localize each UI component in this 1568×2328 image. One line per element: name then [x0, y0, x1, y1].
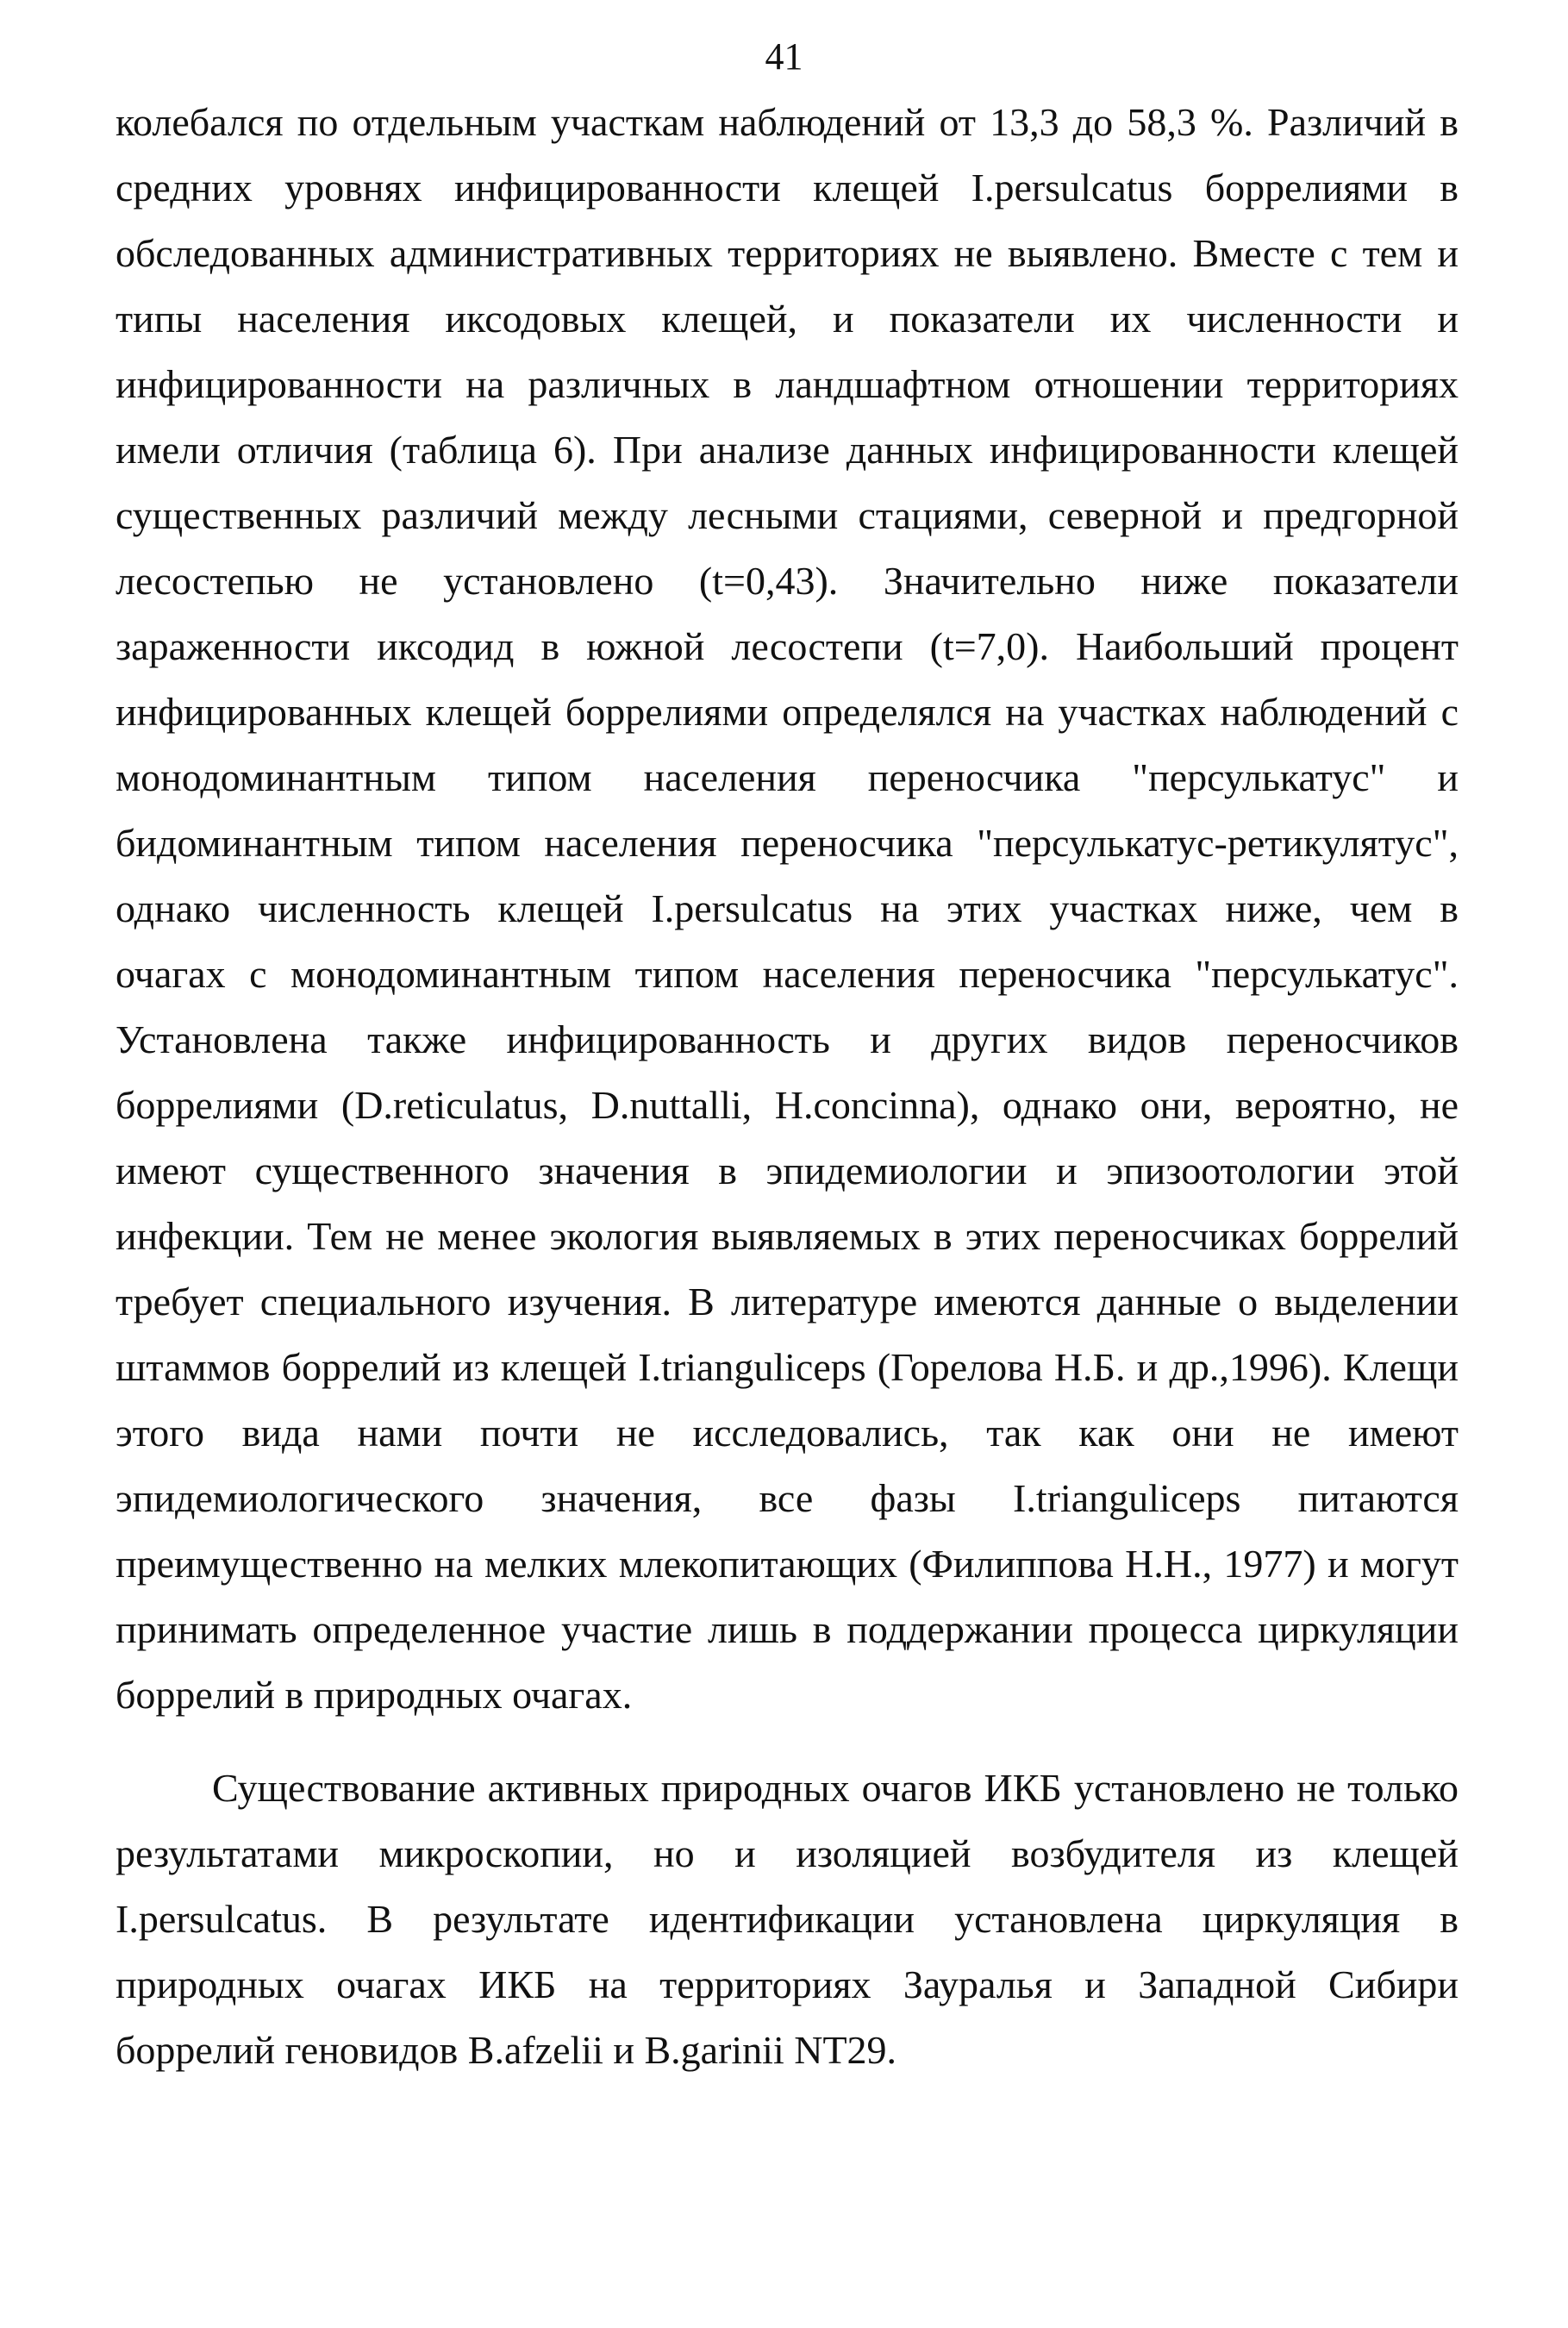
- text-line: боррелиями (D.reticulatus, D.nuttalli, H.concinna), однако они, вероятно, не: [116, 1083, 1459, 1127]
- text-line: природных очагах ИКБ на территориях Зауралья и Западной Сибири: [116, 1962, 1459, 2006]
- text-line: имели отличия (таблица 6). При анализе данных инфицированности клещей: [116, 428, 1459, 472]
- text-line: штаммов боррелий из клещей I.trianguliceps (Горелова Н.Б. и др.,1996). Клещи: [116, 1345, 1459, 1389]
- text-line: бидоминантным типом населения переносчика "персулькатус-ретикулятус",: [116, 821, 1459, 865]
- text-line: средних уровнях инфицированности клещей I.persulcatus боррелиями в: [116, 166, 1459, 210]
- text-line: типы населения иксодовых клещей, и показатели их численности и: [116, 297, 1459, 341]
- text-line: инфекции. Тем не менее экология выявляемых в этих переносчиках боррелий: [116, 1214, 1459, 1258]
- text-line: зараженности иксодид в южной лесостепи (t=7,0). Наибольший процент: [116, 624, 1459, 668]
- text-line: обследованных административных территориях не выявлено. Вместе с тем и: [116, 231, 1459, 275]
- page-number: 41: [765, 35, 803, 78]
- text-line: этого вида нами почти не исследовались, так как они не имеют: [116, 1411, 1459, 1455]
- text-line: очагах с монодоминантным типом населения переносчика "персулькатус".: [116, 952, 1459, 996]
- text-line: боррелий в природных очагах.: [116, 1673, 633, 1717]
- text-line: существенных различий между лесными стациями, северной и предгорной: [116, 493, 1459, 537]
- text-line: I.persulcatus. В результате идентификации установлена циркуляция в: [116, 1897, 1459, 1941]
- text-line: преимущественно на мелких млекопитающих (Филиппова Н.Н., 1977) и могут: [116, 1542, 1459, 1586]
- text-line: результатами микроскопии, но и изоляцией возбудителя из клещей: [116, 1831, 1459, 1875]
- text-line: Установлена также инфицированность и других видов переносчиков: [116, 1017, 1459, 1061]
- text-line: инфицированных клещей боррелиями определялся на участках наблюдений с: [116, 690, 1459, 734]
- text-line: требует специального изучения. В литературе имеются данные о выделении: [116, 1280, 1459, 1324]
- text-line: эпидемиологического значения, все фазы I.trianguliceps питаются: [116, 1476, 1459, 1520]
- text-line: Существование активных природных очагов ИКБ установлено не только: [212, 1766, 1459, 1810]
- text-line: боррелий геновидов B.afzelii и B.garinii NT29.: [116, 2028, 897, 2072]
- text-line: принимать определенное участие лишь в поддержании процесса циркуляции: [116, 1607, 1459, 1651]
- text-line: инфицированности на различных в ландшафтном отношении территориях: [116, 362, 1459, 406]
- text-line: однако численность клещей I.persulcatus на этих участках ниже, чем в: [116, 886, 1459, 930]
- text-line: монодоминантным типом населения переносчика "персулькатус" и: [116, 755, 1459, 799]
- text-line: колебался по отдельным участкам наблюдений от 13,3 до 58,3 %. Различий в: [116, 100, 1459, 144]
- text-line: лесостепью не установлено (t=0,43). Значительно ниже показатели: [116, 559, 1459, 603]
- text-line: имеют существенного значения в эпидемиологии и эпизоотологии этой: [116, 1148, 1459, 1192]
